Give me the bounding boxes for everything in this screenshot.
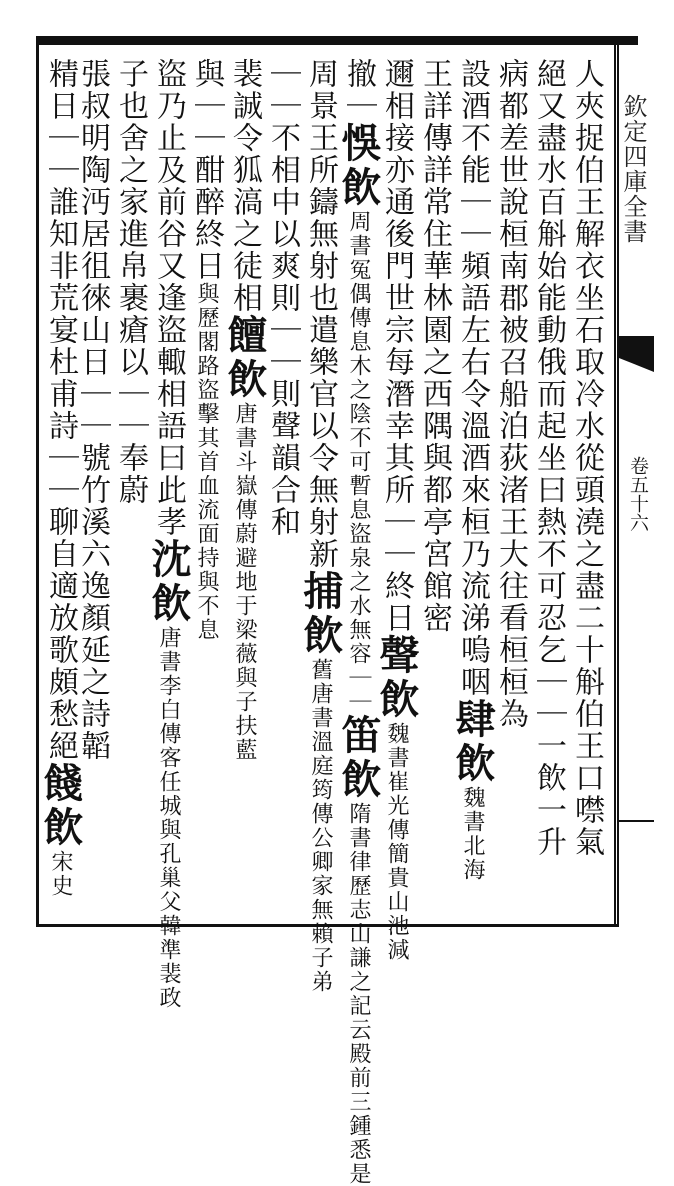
entry-heading: 沈飲 bbox=[145, 538, 192, 626]
body-text: 子也舍之家進帛裹瘡以｜｜奉蔚 bbox=[113, 58, 148, 506]
commentary-text: 隋書律歷志山謙之記云殿前三鍾悉是 bbox=[346, 802, 371, 1186]
text-column-10 bbox=[221, 58, 268, 908]
body-text: 病都差世說桓南郡被召船泊荻渚王大往看桓桓為 bbox=[493, 58, 528, 730]
body-text: 盜乃止及前谷又逢盜輙相語曰此孝 bbox=[151, 58, 186, 538]
commentary-text: 周書冤偶傳息木之陰不可暫息盜泉之水無容｜｜ bbox=[346, 210, 371, 714]
text-column-3 bbox=[490, 58, 530, 908]
page-gutter bbox=[614, 44, 654, 926]
text-column-12 bbox=[145, 58, 192, 1010]
body-text: 人夾捉伯王解衣坐石取冷水從頭澆之盡二十斛伯王口噤氣 bbox=[569, 58, 604, 858]
body-text: 周景王所鑄無射也遣樂官以令無射新 bbox=[303, 58, 338, 570]
text-column-15 bbox=[37, 58, 84, 908]
body-text: ｜｜不相中以爽則｜｜則聲韻合和 bbox=[265, 58, 300, 538]
body-text: 張叔明陶沔居徂徠山日｜｜號竹溪六逸顏延之詩韜 bbox=[75, 58, 110, 762]
commentary-text: 唐書斗嶽傳蔚避地于梁薇與子扶藍 bbox=[232, 402, 257, 762]
text-column-6 bbox=[373, 58, 420, 962]
text-column-5 bbox=[414, 58, 454, 908]
body-text: 絕又盡水百斛始能動俄而起坐曰熱不可忍乞｜｜一飲一升 bbox=[531, 58, 566, 858]
text-column-7 bbox=[335, 58, 382, 1186]
body-text: 與｜｜酣醉終日 bbox=[189, 58, 224, 282]
body-text: 設酒不能｜｜頻語左右令溫酒來桓乃流涕嗚咽 bbox=[455, 58, 490, 698]
entry-heading: 悞飲 bbox=[335, 122, 382, 210]
text-column-8 bbox=[297, 58, 344, 994]
juan-number: 卷五十六 bbox=[627, 456, 649, 532]
text-column-9 bbox=[262, 58, 302, 908]
body-text: 邇相接亦通後門世宗每潛幸其所｜｜終日 bbox=[379, 58, 414, 634]
text-column-13 bbox=[110, 58, 150, 908]
entry-heading: 捕飲 bbox=[297, 570, 344, 658]
gutter-rule bbox=[614, 44, 616, 926]
entry-heading: 聲飲 bbox=[373, 634, 420, 722]
body-text: 撤｜ bbox=[341, 58, 376, 122]
entry-heading: 肆飲 bbox=[449, 698, 496, 786]
text-column-2 bbox=[528, 58, 568, 908]
body-text: 王詳傳詳常住華林園之西隅與都亭宮館密 bbox=[417, 58, 452, 634]
commentary-text: 唐書李白傳客任城與孔巢父韓準裴政 bbox=[156, 626, 181, 1010]
entry-heading: 餞飲 bbox=[37, 762, 84, 850]
commentary-text: 宋史 bbox=[48, 850, 73, 898]
text-column-4 bbox=[449, 58, 496, 908]
gutter-title: 欽定四庫全書 bbox=[619, 94, 647, 244]
commentary-text: 舊唐書溫庭筠傳公卿家無賴子弟 bbox=[308, 658, 333, 994]
fishtail-mark-icon bbox=[618, 336, 654, 372]
body-text: 裴誠令狐滈之徒相 bbox=[227, 58, 262, 314]
entry-heading: 笛飲 bbox=[335, 714, 382, 802]
commentary-text: 魏書北海 bbox=[460, 786, 485, 882]
gutter-mark bbox=[618, 820, 654, 822]
commentary-text: 魏書崔光傳簡貴山池減 bbox=[384, 722, 409, 962]
commentary-text: 與歷閣路盜擊其首血流面持與不息 bbox=[194, 282, 219, 642]
text-column-11 bbox=[186, 58, 226, 908]
entry-heading: 饘飲 bbox=[221, 314, 268, 402]
text-column-1 bbox=[566, 58, 606, 908]
body-text: 精日｜｜誰知非荒宴杜甫詩｜｜聊自適放歌頗愁絕 bbox=[43, 58, 78, 762]
